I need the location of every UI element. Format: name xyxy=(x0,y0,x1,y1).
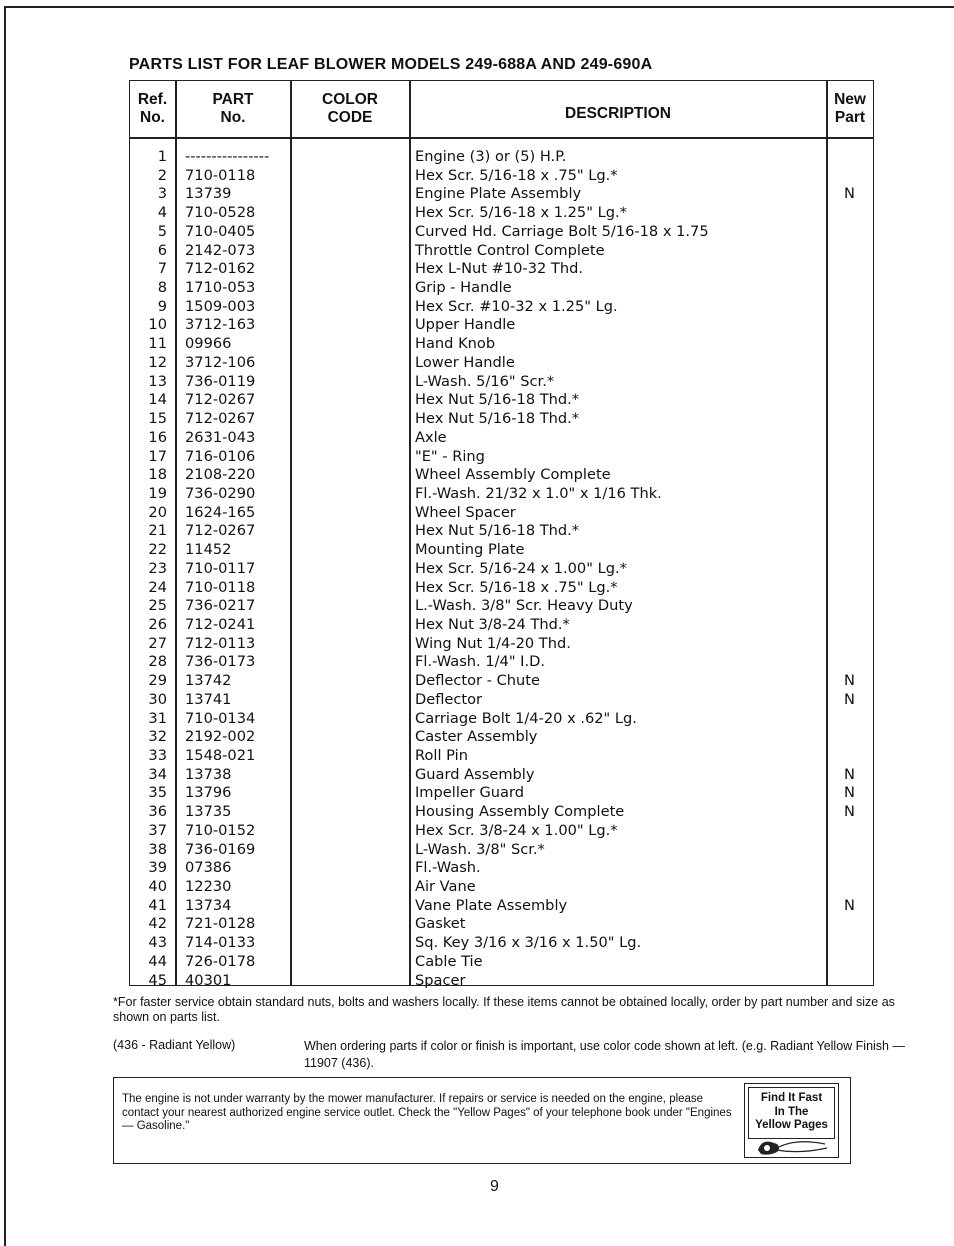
part-no: 736-0173 xyxy=(185,653,256,671)
ref-no: 37 xyxy=(148,821,167,839)
ref-no: 16 xyxy=(148,428,167,446)
ref-no: 20 xyxy=(148,503,167,521)
part-no: 1548-021 xyxy=(185,747,256,764)
description: Hex Scr. 5/16-18 x .75" Lg.* xyxy=(415,578,618,596)
table-row xyxy=(130,242,873,261)
new-part-flag: N xyxy=(844,690,855,708)
page-border-top xyxy=(4,6,954,8)
table-row xyxy=(130,560,873,579)
ref-no: 22 xyxy=(148,541,167,559)
table-row xyxy=(130,298,873,317)
table-row xyxy=(130,354,873,373)
description: Cable Tie xyxy=(415,952,483,970)
part-no: 07386 xyxy=(185,859,232,877)
ref-no: 36 xyxy=(148,803,167,821)
parts-table xyxy=(129,80,874,989)
part-no: 09966 xyxy=(185,335,232,353)
ref-no: 35 xyxy=(148,784,167,802)
header-part xyxy=(176,91,290,127)
description: Curved Hd. Carriage Bolt 5/16-18 x 1.75 xyxy=(415,222,709,240)
part-no: 3712-106 xyxy=(185,353,256,371)
table-row xyxy=(130,747,873,766)
ref-no: 2 xyxy=(157,166,167,184)
table-row xyxy=(130,597,873,616)
ref-no: 41 xyxy=(148,896,167,914)
part-no: 13735 xyxy=(185,803,232,821)
table-row xyxy=(130,691,873,710)
description: Hex Scr. 3/8-24 x 1.00" Lg.* xyxy=(415,821,618,839)
description: Guard Assembly xyxy=(415,765,535,783)
ref-no: 45 xyxy=(148,971,167,989)
description: Wheel Assembly Complete xyxy=(415,466,611,484)
header-part-line2: No. xyxy=(220,109,246,126)
ref-no: 13 xyxy=(148,372,167,390)
table-row xyxy=(130,541,873,560)
part-no: 736-0217 xyxy=(185,597,256,615)
ref-no: 17 xyxy=(148,447,167,465)
new-part-flag: N xyxy=(844,185,855,203)
part-no: 712-0113 xyxy=(185,634,256,652)
table-row xyxy=(130,728,873,747)
part-no: 712-0267 xyxy=(185,522,256,540)
description: Hex Scr. 5/16-18 x .75" Lg.* xyxy=(415,166,618,184)
ref-no: 44 xyxy=(148,952,167,970)
description: Spacer xyxy=(415,971,466,989)
color-code-note: (436 - Radiant Yellow) xyxy=(113,1038,236,1052)
badge-line3: Yellow Pages xyxy=(755,1119,828,1131)
part-no: 13734 xyxy=(185,896,232,914)
table-row xyxy=(130,279,873,298)
ref-no: 34 xyxy=(148,765,167,783)
table-row xyxy=(130,897,873,916)
description: Deflector xyxy=(415,690,483,708)
telephone-icon xyxy=(755,1136,830,1156)
new-part-flag: N xyxy=(844,896,855,914)
header-color xyxy=(291,91,409,127)
ref-no: 7 xyxy=(157,260,167,278)
part-no: 712-0241 xyxy=(185,615,256,633)
header-new-part xyxy=(827,91,873,127)
table-row xyxy=(130,185,873,204)
part-no: 714-0133 xyxy=(185,934,256,952)
part-no: 712-0267 xyxy=(185,410,256,428)
description: Wheel Spacer xyxy=(415,503,516,521)
new-part-flag: N xyxy=(844,784,855,802)
table-row xyxy=(130,784,873,803)
description: Hex Scr. 5/16-18 x 1.25" Lg.* xyxy=(415,204,627,222)
header-ref xyxy=(130,91,175,127)
description: Vane Plate Assembly xyxy=(415,896,568,914)
part-no: 710-0405 xyxy=(185,222,256,240)
part-no: 710-0528 xyxy=(185,204,256,222)
table-row xyxy=(130,579,873,598)
part-no: 2108-220 xyxy=(185,466,256,484)
ref-no: 28 xyxy=(148,653,167,671)
table-row xyxy=(130,391,873,410)
ref-no: 29 xyxy=(148,672,167,690)
ref-no: 18 xyxy=(148,466,167,484)
table-row xyxy=(130,934,873,953)
ref-no: 33 xyxy=(148,747,167,764)
ref-no: 27 xyxy=(148,634,167,652)
table-row xyxy=(130,335,873,354)
parts-rows xyxy=(130,148,873,990)
ref-no: 43 xyxy=(148,934,167,952)
description: Engine Plate Assembly xyxy=(415,185,582,203)
part-no: 2192-002 xyxy=(185,728,256,746)
part-no: 13741 xyxy=(185,690,232,708)
part-no: 1710-053 xyxy=(185,279,256,297)
new-part-flag: N xyxy=(844,672,855,690)
table-row xyxy=(130,373,873,392)
description: Hex Nut 5/16-18 Thd.* xyxy=(415,391,580,409)
table-row xyxy=(130,223,873,242)
table-row xyxy=(130,485,873,504)
table-row xyxy=(130,710,873,729)
table-row xyxy=(130,878,873,897)
part-no: 2142-073 xyxy=(185,241,256,259)
ref-no: 39 xyxy=(148,859,167,877)
table-row xyxy=(130,204,873,223)
part-no: 726-0178 xyxy=(185,952,256,970)
part-no: 710-0152 xyxy=(185,821,256,839)
header-new-line2: Part xyxy=(834,109,866,126)
description: Hex Nut 3/8-24 Thd.* xyxy=(415,615,570,633)
table-row xyxy=(130,953,873,972)
ref-no: 14 xyxy=(148,391,167,409)
table-row xyxy=(130,429,873,448)
table-row xyxy=(130,616,873,635)
part-no: 12230 xyxy=(185,878,232,896)
part-no: 11452 xyxy=(185,541,232,559)
header-description: DESCRIPTION xyxy=(565,105,671,122)
ref-no: 23 xyxy=(148,559,167,577)
part-no: 13738 xyxy=(185,765,232,783)
part-no: 710-0118 xyxy=(185,578,256,596)
part-no: 13739 xyxy=(185,185,232,203)
table-row xyxy=(130,915,873,934)
engine-warranty-text: The engine is not under warranty by the mower manufacturer. If repairs or service is needed on the engine, please contact your nearest authorized engine service outlet. Check the "Yellow Pages" of your telephone book under "Engines — Gasoline." xyxy=(122,1093,732,1132)
table-row xyxy=(130,672,873,691)
ref-no: 30 xyxy=(148,690,167,708)
description: "E" - Ring xyxy=(415,447,485,465)
header-new-line1: New xyxy=(834,91,866,108)
part-no: 3712-163 xyxy=(185,316,256,334)
ref-no: 19 xyxy=(148,484,167,502)
ref-no: 26 xyxy=(148,615,167,633)
part-no: 721-0128 xyxy=(185,915,256,933)
description: Sq. Key 3/16 x 3/16 x 1.50" Lg. xyxy=(415,934,642,952)
ref-no: 9 xyxy=(157,297,167,315)
header-divider xyxy=(130,137,873,139)
description: Impeller Guard xyxy=(415,784,524,802)
footnote: *For faster service obtain standard nuts, bolts and washers locally. If these items cannot be obtained locally, order by part number and size as shown on parts list. xyxy=(113,995,895,1024)
description: Hex Scr. #10-32 x 1.25" Lg. xyxy=(415,297,618,315)
ref-no: 38 xyxy=(148,840,167,858)
ref-no: 5 xyxy=(157,222,167,240)
description: Grip - Handle xyxy=(415,279,512,297)
description: Wing Nut 1/4-20 Thd. xyxy=(415,634,571,652)
description: L-Wash. 5/16" Scr.* xyxy=(415,372,555,390)
yellow-pages-badge xyxy=(744,1083,839,1158)
ref-no: 6 xyxy=(157,241,167,259)
part-no: 2631-043 xyxy=(185,428,256,446)
ref-no: 8 xyxy=(157,279,167,297)
header-color-line1: COLOR xyxy=(322,91,378,108)
header-part-line1: PART xyxy=(212,91,254,108)
part-no: 13742 xyxy=(185,672,232,690)
description: Axle xyxy=(415,428,447,446)
part-no: 712-0162 xyxy=(185,260,256,278)
description: Throttle Control Complete xyxy=(415,241,605,259)
header-ref-line1: Ref. xyxy=(137,91,168,108)
description: Caster Assembly xyxy=(415,728,538,746)
table-row xyxy=(130,260,873,279)
ordering-note: When ordering parts if color or finish is important, use color code shown at left. (e.g. Radiant Yellow Finish — 11907 (436). xyxy=(304,1039,905,1070)
table-row xyxy=(130,859,873,878)
description: L-Wash. 3/8" Scr.* xyxy=(415,840,545,858)
header-color-line2: CODE xyxy=(327,109,373,126)
table-row xyxy=(130,522,873,541)
description: Engine (3) or (5) H.P. xyxy=(415,148,567,165)
badge-line1: Find It Fast xyxy=(760,1092,823,1104)
table-row xyxy=(130,653,873,672)
description: Carriage Bolt 1/4-20 x .62" Lg. xyxy=(415,709,637,727)
header-ref-line2: No. xyxy=(140,109,165,126)
part-no: 1509-003 xyxy=(185,297,256,315)
ref-no: 32 xyxy=(148,728,167,746)
badge-text xyxy=(745,1092,838,1133)
page-title: PARTS LIST FOR LEAF BLOWER MODELS 249-688A AND 249-690A xyxy=(129,56,653,73)
part-no: 712-0267 xyxy=(185,391,256,409)
part-no: 710-0134 xyxy=(185,709,256,727)
description: Fl.-Wash. xyxy=(415,859,481,877)
description: Hex Nut 5/16-18 Thd.* xyxy=(415,410,580,428)
description: Housing Assembly Complete xyxy=(415,803,625,821)
table-row xyxy=(130,316,873,335)
ref-no: 4 xyxy=(157,204,167,222)
part-no: 736-0169 xyxy=(185,840,256,858)
table-row xyxy=(130,766,873,785)
table-row xyxy=(130,410,873,429)
ref-no: 1 xyxy=(157,148,167,165)
description: Hex Scr. 5/16-24 x 1.00" Lg.* xyxy=(415,559,627,577)
table-row xyxy=(130,841,873,860)
description: Hex Nut 5/16-18 Thd.* xyxy=(415,522,580,540)
description: Upper Handle xyxy=(415,316,516,334)
part-no: 736-0119 xyxy=(185,372,256,390)
page-border-left xyxy=(4,6,6,1246)
new-part-flag: N xyxy=(844,765,855,783)
table-row xyxy=(130,448,873,467)
description: Fl.-Wash. 1/4" I.D. xyxy=(415,653,545,671)
table-row xyxy=(130,972,873,991)
ref-no: 25 xyxy=(148,597,167,615)
table-row xyxy=(130,803,873,822)
part-no: 1624-165 xyxy=(185,503,256,521)
part-no: 13796 xyxy=(185,784,232,802)
ref-no: 12 xyxy=(148,353,167,371)
table-row xyxy=(130,148,873,167)
ref-no: 11 xyxy=(148,335,167,353)
description: Fl.-Wash. 21/32 x 1.0" x 1/16 Thk. xyxy=(415,484,662,502)
table-row xyxy=(130,504,873,523)
ref-no: 15 xyxy=(148,410,167,428)
part-no: 710-0117 xyxy=(185,559,256,577)
table-row xyxy=(130,167,873,186)
table-row xyxy=(130,466,873,485)
ref-no: 31 xyxy=(148,709,167,727)
description: Gasket xyxy=(415,915,466,933)
table-row xyxy=(130,635,873,654)
description: Hex L-Nut #10-32 Thd. xyxy=(415,260,583,278)
ref-no: 24 xyxy=(148,578,167,596)
part-no: 710-0118 xyxy=(185,166,256,184)
ref-no: 40 xyxy=(148,878,167,896)
engine-warranty-box xyxy=(113,1077,851,1164)
description: Roll Pin xyxy=(415,747,468,764)
part-no: 716-0106 xyxy=(185,447,256,465)
description: Lower Handle xyxy=(415,353,515,371)
new-part-flag: N xyxy=(844,803,855,821)
description: Air Vane xyxy=(415,878,476,896)
badge-line2: In The xyxy=(774,1105,809,1118)
ref-no: 42 xyxy=(148,915,167,933)
part-no: ---------------- xyxy=(185,148,270,165)
description: Mounting Plate xyxy=(415,541,525,559)
ref-no: 10 xyxy=(148,316,167,334)
page-number: 9 xyxy=(490,1178,499,1195)
description: Deflector - Chute xyxy=(415,672,540,690)
ref-no: 3 xyxy=(157,185,167,203)
description: L.-Wash. 3/8" Scr. Heavy Duty xyxy=(415,597,633,615)
part-no: 40301 xyxy=(185,971,232,989)
description: Hand Knob xyxy=(415,335,496,353)
table-row xyxy=(130,822,873,841)
part-no: 736-0290 xyxy=(185,484,256,502)
ref-no: 21 xyxy=(148,522,167,540)
